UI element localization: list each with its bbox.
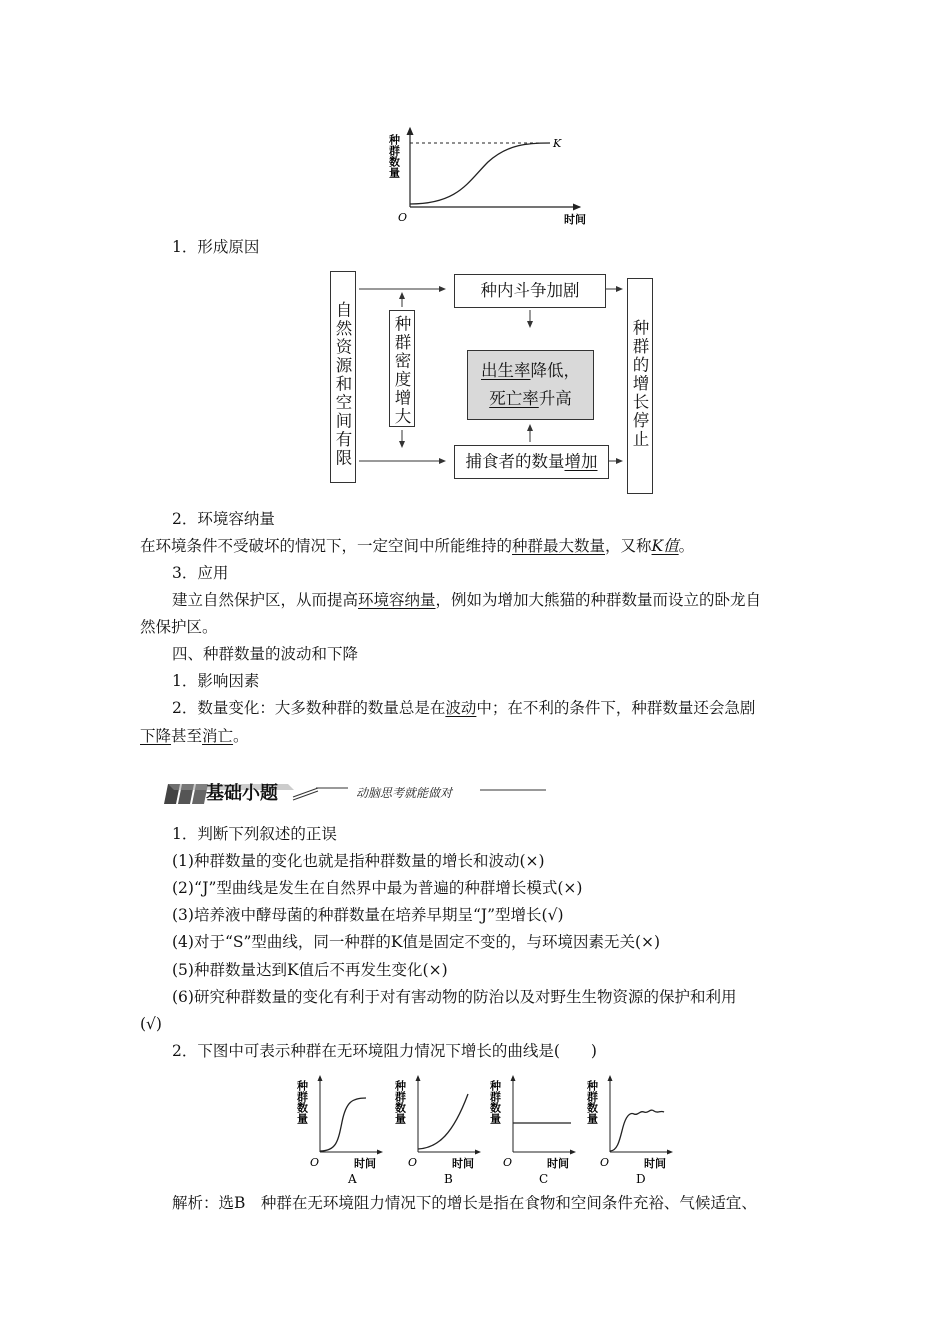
svg-text:种群数量: 种群数量 xyxy=(393,1080,407,1124)
q1-item-1: (1)种群数量的变化也就是指种群数量的增长和波动(×) xyxy=(172,852,545,870)
section4-item1: 1．影响因素 xyxy=(172,672,260,690)
section1-title: 1．形成原因 xyxy=(172,238,260,256)
q2-title: 2．下图中可表示种群在无环境阻力情况下增长的曲线是( ) xyxy=(172,1042,597,1060)
k-label: K xyxy=(553,137,562,150)
banner-subtitle: 动脑思考就能做对 xyxy=(356,786,453,800)
q1-item-3: (3)培养液中酵母菌的种群数量在培养早期呈“J”型增长(√) xyxy=(172,906,564,924)
center-line2: 死亡率升高 xyxy=(489,389,572,408)
svg-text:种群数量: 种群数量 xyxy=(585,1080,599,1124)
section3-text-1: 建立自然保护区，从而提高环境容纳量，例如为增加大熊猫的种群数量而设立的卧龙自 xyxy=(172,591,762,609)
svg-text:时间: 时间 xyxy=(547,1157,569,1170)
section4-heading: 四、种群数量的波动和下降 xyxy=(172,645,359,663)
svg-text:B: B xyxy=(444,1172,453,1186)
middle-box: 种群密度增大 xyxy=(389,310,415,427)
svg-text:时间: 时间 xyxy=(354,1157,376,1170)
chart-d xyxy=(586,1076,673,1186)
svg-text:时间: 时间 xyxy=(644,1157,666,1170)
section4-item2-line1: 2．数量变化：大多数种群的数量总是在波动中；在不利的条件下，种群数量还会急剧 xyxy=(172,699,756,717)
svg-text:O: O xyxy=(408,1156,418,1169)
svg-text:C: C xyxy=(539,1172,549,1186)
q1-item-4: (4)对于“S”型曲线，同一种群的K值是固定不变的，与环境因素无关(×) xyxy=(172,933,661,951)
center-line1: 出生率降低， xyxy=(481,361,580,380)
section3-text-2: 然保护区。 xyxy=(140,618,218,636)
origin-label: O xyxy=(398,211,408,224)
section2-title: 2．环境容纳量 xyxy=(172,510,275,528)
center-box xyxy=(467,350,594,420)
q2-analysis: 解析：选B 种群在无环境阻力情况下的增长是指在食物和空间条件充裕、气候适宜、 xyxy=(172,1194,757,1212)
section-banner xyxy=(168,780,548,808)
x-axis-label: 时间 xyxy=(564,213,586,226)
left-box: 自然资源和空间有限 xyxy=(330,271,356,483)
section2-text: 在环境条件不受破坏的情况下，一定空间中所能维持的种群最大数量，又称K值。 xyxy=(140,537,695,555)
svg-text:时间: 时间 xyxy=(452,1157,474,1170)
banner-title: 基础小题 xyxy=(206,783,278,804)
q1-item-6-end: (√) xyxy=(140,1015,162,1033)
cause-diagram xyxy=(330,265,655,495)
svg-text:O: O xyxy=(600,1156,610,1169)
bottom-box: 捕食者的数量增加 xyxy=(454,445,609,479)
q1-title: 1．判断下列叙述的正误 xyxy=(172,825,337,843)
chart-b xyxy=(394,1076,481,1186)
s-curve xyxy=(410,143,550,204)
right-box: 种群的增长停止 xyxy=(627,278,653,494)
y-axis-label: 种群数量 xyxy=(387,134,401,178)
q1-item-2: (2)“J”型曲线是发生在自然界中最为普遍的种群增长模式(×) xyxy=(172,879,583,897)
q1-item-6: (6)研究种群数量的变化有利于对有害动物的防治以及对野生生物资源的保护和利用 xyxy=(172,988,737,1006)
svg-text:种群数量: 种群数量 xyxy=(295,1080,309,1124)
q1-item-5: (5)种群数量达到K值后不再发生变化(×) xyxy=(172,961,448,979)
top-box: 种内斗争加剧 xyxy=(454,274,606,308)
chart-c xyxy=(489,1076,576,1186)
svg-text:O: O xyxy=(503,1156,513,1169)
svg-text:O: O xyxy=(310,1156,320,1169)
s-curve-chart xyxy=(388,122,588,230)
svg-text:种群数量: 种群数量 xyxy=(488,1080,502,1124)
q2-charts xyxy=(295,1072,690,1187)
svg-text:D: D xyxy=(636,1172,646,1186)
section3-title: 3．应用 xyxy=(172,564,229,582)
svg-text:A: A xyxy=(348,1172,357,1186)
chart-a xyxy=(296,1076,383,1186)
section4-item2-line2: 下降甚至消亡。 xyxy=(140,727,249,745)
